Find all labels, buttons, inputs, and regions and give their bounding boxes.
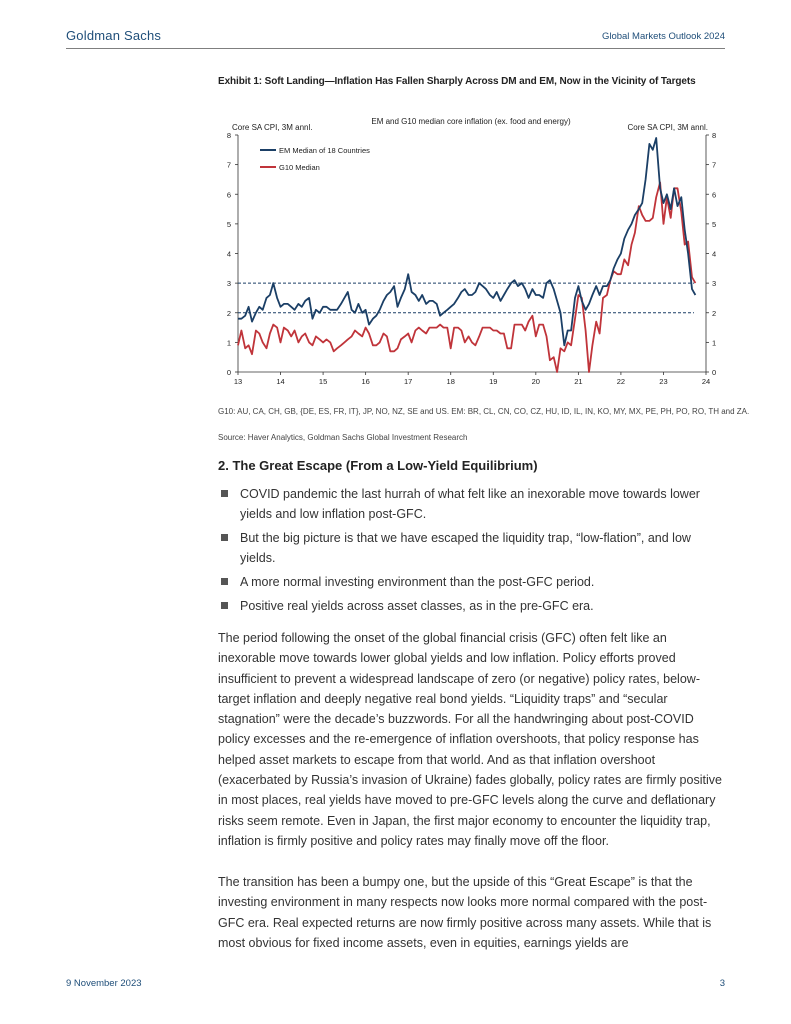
report-title: Global Markets Outlook 2024 — [601, 31, 725, 42]
right-axis-label: Core SA CPI, 3M annl. — [627, 123, 708, 132]
y-tick-label-right: 4 — [712, 249, 717, 259]
chart-title: EM and G10 median core inflation (ex. food and energy) — [371, 117, 571, 126]
bullet-square-icon — [221, 578, 228, 585]
countries-note: G10: AU, CA, CH, GB, {DE, ES, FR, IT}, JP, NO, NZ, SE and US. EM: BR, CL, CN, CO, CZ, HU, ID, IL, IN, KO, MY, MX, PE, PH, PO, RO, TH and ZA. — [218, 407, 750, 416]
body-paragraph: The period following the onset of the global financial crisis (GFC) often felt like an inexorable move towards lower global yields and low inflation. Policy efforts proved insufficient to prevent a widespread landscape of zero (or negative) policy rates, below-target inflation and deeply negative real bond yields. “Liquidity traps” and “secular stagnation” were the decade’s buzzwords. For all the handwringing about post-COVID policy excesses and the re-emergence of inflation overshoots, that policy response has helped asset markets to escape from that world. And as that inflation overshoot (exacerbated by Russia’s invasion of Ukraine) fades globally, policy rates are firmly positive in most places, real yields have moved to pre-GFC levels along the curve and deflationary risks seem remote. Even in Japan, the first major economy to encounter the liquidity trap, inflation is firmly positive and policy rates may finally move off the floor. — [218, 631, 722, 848]
y-tick-label-left: 3 — [226, 279, 231, 289]
x-tick-label: 16 — [361, 377, 370, 386]
page-number: 3 — [719, 978, 725, 989]
source-note: Source: Haver Analytics, Goldman Sachs Global Investment Research — [218, 433, 468, 442]
x-tick-label: 19 — [489, 377, 498, 386]
exhibit-title: Exhibit 1: Soft Landing—Inflation Has Fallen Sharply Across DM and EM, Now in the Vicinity of Targets — [218, 76, 696, 87]
bullet-text: A more normal investing environment than the post-GFC period. — [240, 575, 595, 589]
y-tick-label-right: 8 — [712, 131, 717, 140]
bullet-item — [218, 528, 728, 568]
y-tick-label-left: 0 — [226, 368, 231, 377]
legend-label: G10 Median — [279, 163, 320, 172]
y-tick-label-right: 6 — [712, 190, 717, 200]
brand-name: Goldman Sachs — [66, 28, 162, 43]
bullet-list — [218, 484, 728, 620]
bullet-text: COVID pandemic the last hurrah of what felt like an inexorable move towards lower yields and low inflation post-GFC. — [240, 487, 700, 521]
body-paragraph: The transition has been a bumpy one, but the upside of this “Great Escape” is that the investing environment in many respects now looks more normal compared with the post-GFC era. Real expected returns are now firmly positive across many assets. While that is most obvious for fixed income assets, even in equities, earnings yields are — [218, 875, 712, 950]
bullet-item — [218, 572, 728, 592]
bullet-item — [218, 484, 728, 524]
y-tick-label-right: 2 — [712, 308, 717, 318]
g10-median-series-line — [238, 182, 695, 372]
bullet-square-icon — [221, 602, 228, 609]
x-tick-label: 13 — [233, 377, 243, 386]
y-tick-label-right: 1 — [712, 338, 717, 348]
x-tick-label: 17 — [404, 377, 413, 386]
y-tick-label-left: 7 — [226, 160, 231, 170]
footer-date: 9 November 2023 — [66, 978, 142, 989]
y-tick-label-left: 8 — [226, 131, 231, 140]
y-tick-label-right: 0 — [712, 368, 717, 377]
y-tick-label-left: 5 — [226, 219, 231, 229]
left-axis-label: Core SA CPI, 3M annl. — [232, 123, 313, 132]
y-tick-label-left: 1 — [226, 338, 231, 348]
bullet-text: But the big picture is that we have escaped the liquidity trap, “low-flation”, and low yields. — [240, 531, 691, 565]
y-tick-label-right: 7 — [712, 160, 717, 170]
section-title: 2. The Great Escape (From a Low-Yield Equilibrium) — [218, 458, 538, 473]
x-tick-label: 15 — [318, 377, 328, 386]
x-tick-label: 20 — [531, 377, 540, 386]
y-tick-label-left: 2 — [226, 308, 231, 318]
x-tick-label: 24 — [701, 377, 711, 386]
y-tick-label-right: 3 — [712, 279, 717, 289]
y-tick-label-right: 5 — [712, 219, 717, 229]
inflation-line-chart — [218, 110, 728, 390]
y-tick-label-left: 4 — [226, 249, 231, 259]
legend-label: EM Median of 18 Countries — [279, 146, 370, 155]
x-tick-label: 14 — [276, 377, 285, 386]
x-tick-label: 23 — [659, 377, 668, 386]
header-divider — [66, 48, 725, 49]
bullet-square-icon — [221, 490, 228, 497]
bullet-square-icon — [221, 534, 228, 541]
y-tick-label-left: 6 — [226, 190, 231, 200]
x-tick-label: 22 — [616, 377, 626, 386]
bullet-item — [218, 596, 728, 616]
x-tick-label: 18 — [446, 377, 455, 386]
bullet-text: Positive real yields across asset classes, as in the pre-GFC era. — [240, 599, 594, 613]
x-tick-label: 21 — [574, 377, 583, 386]
